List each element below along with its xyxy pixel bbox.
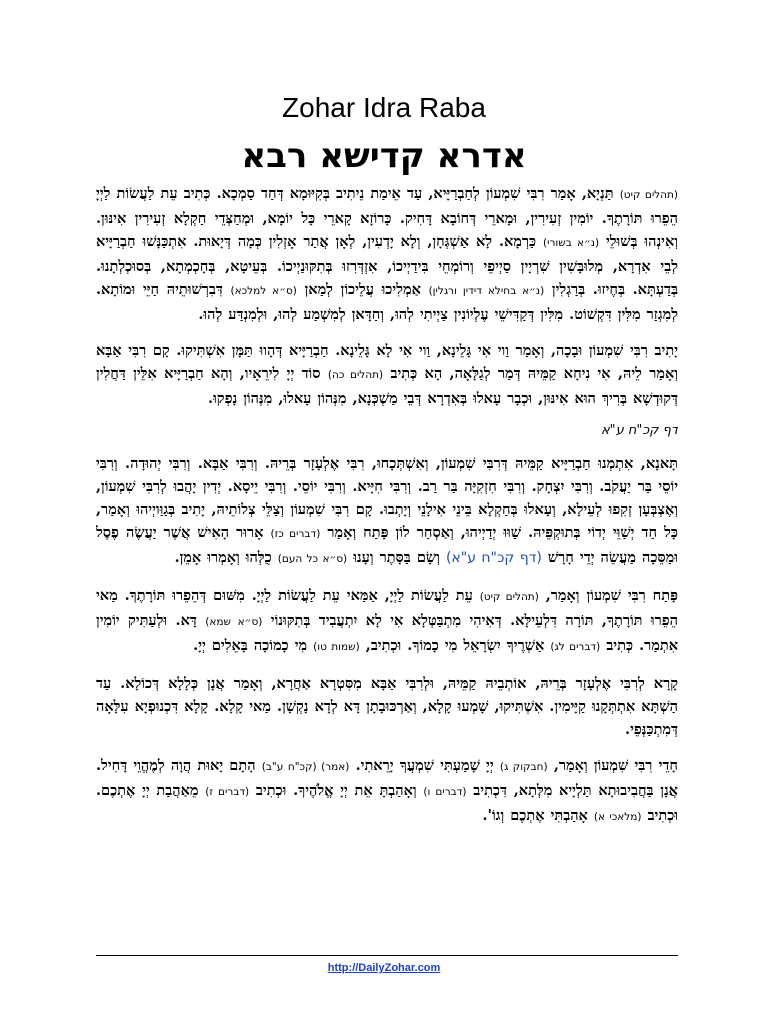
text-run: וְשָׂם בַּסָּתֶר וְעָנוּ (353, 549, 440, 566)
text-run: חָדֵי רִבִּי שִׁמְעוֹן וְאָמַר, (553, 757, 678, 774)
paragraph-1 (96, 182, 678, 326)
text-run: יְיָ שָׁמַעְתִּי שִׁמְעֲךָ יָרֵאתִי. (355, 757, 494, 774)
folio-reference: (דף קכ"ח ע"א) (445, 550, 542, 566)
text-run: תַּנְיָא, אָמַר רִבִּי שִׁמְעוֹן לְחַבְרַיָּיא, עַד אֵימַת נֵיתִיב בְּקִיּוּמָא דְּחַד סַמְכָא. כְּתִיב עֵת לַעֲשׂוֹת לַיְיָ הֵפֵרוּ תּוֹרָתֶךָ. יוֹמִין זְעִירִין, וּמָארֵי דְּחוֹבָא דָּחִיק. כָּרוֹזָא קָארֵי כָּל יוֹמָא, וּמְחַצְּדֵי חַקְלָא זְעִירִין אִינּוּן. וְאִינְהוּ בְּשׁוּלֵי (96, 185, 678, 250)
text-run: הָתָם יָאוּת הֲוָה לְמֶהֱוֵי דָּחִיל. אֲנָן בַּחֲבִיבוּתָא תַּלְיָיא מִלְּתָא, דִּכְתִיב (96, 757, 678, 799)
citation: (תהלים כה) (327, 369, 384, 381)
text-run: כֻלְּהוּ וְאָמְרוּ אָמֵן. (174, 549, 272, 566)
citation: (שמות טו) (313, 641, 360, 653)
footer-divider (96, 955, 678, 956)
text-run: אַשְׁרֶיךָ יִשְׂרָאֵל מִי כָמוֹךָ. וּכְתִיב, (365, 637, 545, 654)
text-run: עֵת לַעֲשׂוֹת לַיְיָ, אַמַּאי עֵת לַעֲשׂוֹת לַיְיָ. מִשּׁוּם דְּהֵפֵרוּ תּוֹרָתֶךָ. מַאי הֵפֵרוּ תּוֹרָתֶךָ, תּוֹרָה דִּלְעֵילָּא. דְּאִיהִי מִתְבַּטְּלָא אִי לָא יִתְעֲבִיד בְּתִקּוּנוֹי (96, 587, 678, 629)
citation: (ס״א כל העם) (277, 553, 348, 565)
citation: (אמר) (קכ"ח ע"ב) (261, 761, 350, 773)
paragraph-3 (96, 452, 678, 571)
footer-link[interactable]: http://DailyZohar.com (327, 962, 441, 974)
text-run: דִּבִרְשׁוּתֵיהּ חַיֵּי וּמוֹתָא. לְמִגְזַר מִלִּין דִּקְשׁוֹט. מִלִּין דְּקַדִּישֵׁי עֶלְיוֹנִין צַיְיתִי לְהוּ, וְחַדָּאן לְמִשְׁמַע לְהוּ, וּלְמִנְדַּע לְהוּ. (96, 281, 678, 323)
paragraph-4 (96, 584, 678, 659)
citation: (דברים ו) (423, 786, 467, 798)
text-run: סוֹד יְיָ לִירֵאָיו, וְהָא חַבְרַיָּיא אִלֵּין דַּחֲלִין דְּקוּדְשָׁא בְּרִיךְ הוּא אִינּוּן, וּכְבָר עָאלוּ בְּאִדְרָא דְּבֵי מַשְׁכְּנָא, מִנְּהוֹן עָאלוּ, מִנְּהוֹן נָפְקוּ. (96, 365, 678, 407)
text-run: כַּרְמָא. לָא אַשְׁגְּחָן, וְלָא יָדְעִין, לְאָן אֲתַר אָזְלִין כְּמָה דְּיָאוּת. אִתְכַּנָּשׁוּ חַבְרַיָּיא לְבֵי אִדְרָא, מְלוּבָּשִׁין שִׁרְיָין סַיְיפֵי וְרוֹמְחֵי בִּידַיְיכוֹ, אִזְדְּרִזוּ בְּתִקּוּנַיְיכוֹ. בְּעֵיטָא, בְּחָכְמְתָא, בְּסוּכְלְתָנוּ. בְּדַעְתָּא. בְּחֶיזוּ. בְּרַגְלִין (96, 233, 678, 298)
text-run: קָרָא לְרִבִּי אֶלְעָזָר בְּרֵיהּ, אוֹתְבֵיהּ קַמֵּיהּ, וּלְרִבִּי אַבָּא מִסִּטְרָא אַחֲרָא, וְאָמַר אֲנָן כְּלָלָא דְּכוֹלָא. עַד הַשְׁתָּא אִתְתְּקָנוּ קַיָּימִין. אִשְׁתִּיקוּ, שָׁמְעוּ קָלָא, וְאַרְכּוּבָתָן דָּא לְדָא נָקְשָׁן. מַאי קָלָא. קָלָא דִּכְנוּפְיָא עִלָּאָה דְּמִתְכַּנְּפֵי. (96, 675, 678, 738)
title-english: Zohar Idra Raba (282, 92, 486, 123)
text-run: אַמְלִיכוּ עֲלֵיכוֹן לְמַאן (304, 281, 421, 298)
text-run: יָתִיב רִבִּי שִׁמְעוֹן וּבָכָה, וְאָמַר וַוי אִי גָּלֵינָא, וַוי אִי לָא גָּלֵינָא. חַבְרַיָּיא דְּהָווּ תַּמָּן אִשְׁתִּיקוּ. קָם רִבִּי אַבָּא וְאָמַר לֵיהּ, אִי נִיחָא קַמֵּיהּ דְּמַר לְגַלָּאָה, הָא כְּתִיב (96, 342, 678, 382)
citation: (ס״א שמא) (205, 616, 263, 628)
citation: (דברים ז) (205, 786, 250, 798)
text-run: דָּא. וּלְעַתִּיק יוֹמִין אִתְמַר. כְּתִיב (96, 612, 678, 654)
paragraph-5 (96, 672, 678, 741)
text-run: אָהַבְתִּי אֶתְכֶם וְגוֹ'. (482, 807, 588, 824)
citation: (נ״א בשורי) (543, 237, 600, 249)
text-run: אָרוּר הָאִישׁ אֲשֶׁר יַעֲשֶׂה פֶסֶל וּמַסֵּכָה מַעֲשֵׂה יְדֵי חָרָשׁ (96, 524, 678, 566)
text-run: תָּאנָא, אִתְמְנוּ חַבְרַיָּיא קַמֵּיהּ דְּרִבִּי שִׁמְעוֹן, וְאִשְׁתְּכָחוּ, רִבִּי אֶלְעָזָר בְּרֵיהּ. וְרִבִּי אַבָּא. וְרִבִּי יְהוּדָה. וְרִבִּי יוֹסֵי בַּר יַעֲקֹב. וְרִבִּי יִצְחָק. וְרִבִּי חִזְקִיָּה בַּר רַב. וְרִבִּי חִיָּיא. וְרִבִּי יוֹסֵי. וְרִבִּי יֵיסָא. יְדִין יָהֲבוּ לְרִבִּי שִׁמְעוֹן, וְאֶצְבְּעָן זְקִפוּ לְעֵילָא, וְעָאלוּ בְּחַקְלָא בֵּינֵי אִילָנֵי וְיָתְבוּ. קָם רִבִּי שִׁמְעוֹן וְצַלֵּי צְלוֹתֵיהּ, יָתִיב בְּגַוַּויְיהוּ וְאָמַר, כָּל חַד יְשַׁוֵּי יְדוֹי בְּתוּקְפֵּיהּ. שַׁוּוּ יְדַיְיהוּ, וְאַסְחַר לוֹן פָּתַח וְאָמַר (96, 455, 678, 541)
citation: (תהלים קיט) (619, 189, 678, 201)
text-run: וְאָהַבְתָּ אֵת יְיָ אֱלֹהֶיךָ. וּכְתִיב (255, 782, 417, 799)
text-run: מֵאַהֲבַת יְיָ אֶתְכֶם. וּכְתִיב (96, 782, 678, 824)
citation: (דברים כז) (270, 528, 321, 540)
citation: (תהלים קיט) (479, 591, 539, 603)
text-run: מִי כָמוֹכָה בָּאֵלִים יְיָ. (193, 637, 308, 654)
paragraph-6 (96, 754, 678, 829)
citation: (נ״א בחילא דידין ורגלין) (428, 285, 545, 297)
paragraph-2 (96, 339, 678, 410)
title-hebrew: אדרא קדישא רבא (241, 136, 527, 176)
folio-marker: דף קכ"ח ע"א (600, 423, 678, 438)
citation: (חבקוק ג) (499, 761, 548, 773)
text-run: פָּתַח רִבִּי שִׁמְעוֹן וְאָמַר, (545, 587, 678, 604)
citation: (מלאכי א) (593, 811, 642, 823)
citation: (ס״א למלכא) (230, 285, 297, 297)
citation: (דברים לג) (550, 641, 601, 653)
document-body (96, 182, 678, 908)
